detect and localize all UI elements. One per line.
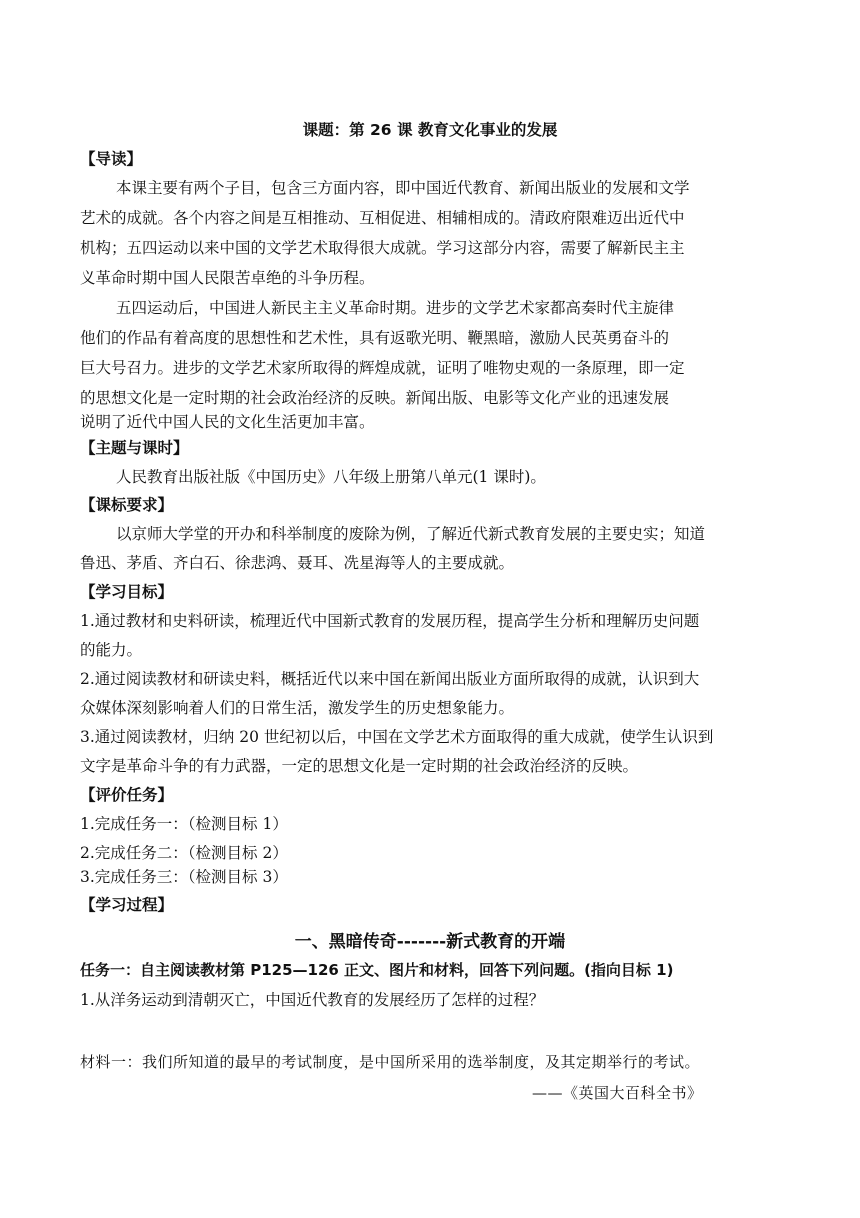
page-title: 课题：第 26 课 教育文化事业的发展 xyxy=(302,121,558,139)
heading-zhuti: 【主题与课时】 xyxy=(80,439,189,457)
kebiao-line: 以京师大学堂的开办和科举制度的废除为例，了解近代新式教育发展的主要史实；知道 xyxy=(116,525,706,543)
mubiao-line: 1.通过教材和史料研读，梳理近代中国新式教育的发展历程，提高学生分析和理解历史问题 xyxy=(80,612,700,630)
daodu-p1-line: 本课主要有两个子目，包含三方面内容，即中国近代教育、新闻出版业的发展和文学 xyxy=(116,179,690,197)
heading-kebiao: 【课标要求】 xyxy=(80,496,174,514)
daodu-p1-line: 艺术的成就。各个内容之间是互相推动、互相促进、相辅相成的。清政府限难迈出近代中 xyxy=(80,209,685,227)
daodu-p2-line: 他们的作品有着高度的思想性和艺术性，具有返歌光明、鞭黑暗，激励人民英勇奋斗的 xyxy=(80,329,670,347)
pingjia-line: 3.完成任务三：（检测目标 3） xyxy=(80,868,288,886)
daodu-p1-line: 义革命时期中国人民限苦卓绝的斗争历程。 xyxy=(80,269,375,287)
material-1: 材料一：我们所知道的最早的考试制度，是中国所采用的选举制度，及其定期举行的考试。 xyxy=(80,1053,701,1071)
daodu-p2-line: 的思想文化是一定时期的社会政治经济的反映。新闻出版、电影等文化产业的迅速发展 xyxy=(80,389,670,407)
daodu-p1-line: 机构；五四运动以来中国的文学艺术取得很大成就。学习这部分内容，需要了解新民主主 xyxy=(80,239,685,257)
mubiao-line: 3.通过阅读教材，归纳 20 世纪初以后，中国在文学艺术方面取得的重大成就，使学生认识到 xyxy=(80,728,714,746)
heading-daodu: 【导读】 xyxy=(80,150,143,168)
material-1-source: ——《英国大百科全书》 xyxy=(532,1084,703,1102)
heading-guocheng: 【学习过程】 xyxy=(80,896,174,914)
pingjia-line: 1.完成任务一：（检测目标 1） xyxy=(80,815,288,833)
mubiao-line: 2.通过阅读教材和研读史料，概括近代以来中国在新闻出版业方面所取得的成就，认识到大 xyxy=(80,670,700,688)
daodu-p2-line: 说明了近代中国人民的文化生活更加丰富。 xyxy=(80,413,375,431)
heading-mubiao: 【学习目标】 xyxy=(80,583,174,601)
mubiao-line: 众媒体深刻影响着人们的日常生活，激发学生的历史想象能力。 xyxy=(80,699,515,717)
daodu-p2-line: 五四运动后，中国进人新民主主义革命时期。进步的文学艺术家都高奏时代主旋律 xyxy=(116,299,675,317)
task-1: 任务一：自主阅读教材第 P125—126 正文、图片和材料，回答下列问题。(指向目标 1) xyxy=(80,961,674,979)
section-title: 一、黑暗传奇-------新式教育的开端 xyxy=(294,932,566,952)
zhuti-text: 人民教育出版社版《中国历史》八年级上册第八单元(1 课时)。 xyxy=(116,468,546,486)
question-1: 1.从洋务运动到清朝灭亡，中国近代教育的发展经历了怎样的过程？ xyxy=(80,991,545,1009)
pingjia-line: 2.完成任务二：（检测目标 2） xyxy=(80,844,288,862)
mubiao-line: 文字是革命斗争的有力武器，一定的思想文化是一定时期的社会政治经济的反映。 xyxy=(80,757,639,775)
heading-pingjia: 【评价任务】 xyxy=(80,786,174,804)
kebiao-line: 鲁迅、茅盾、齐白石、徐悲鸿、聂耳、冼星海等人的主要成就。 xyxy=(80,554,515,572)
daodu-p2-line: 巨大号召力。进步的文学艺术家所取得的辉煌成就，证明了唯物史观的一条原理，即一定 xyxy=(80,359,685,377)
mubiao-line: 的能力。 xyxy=(80,641,143,659)
